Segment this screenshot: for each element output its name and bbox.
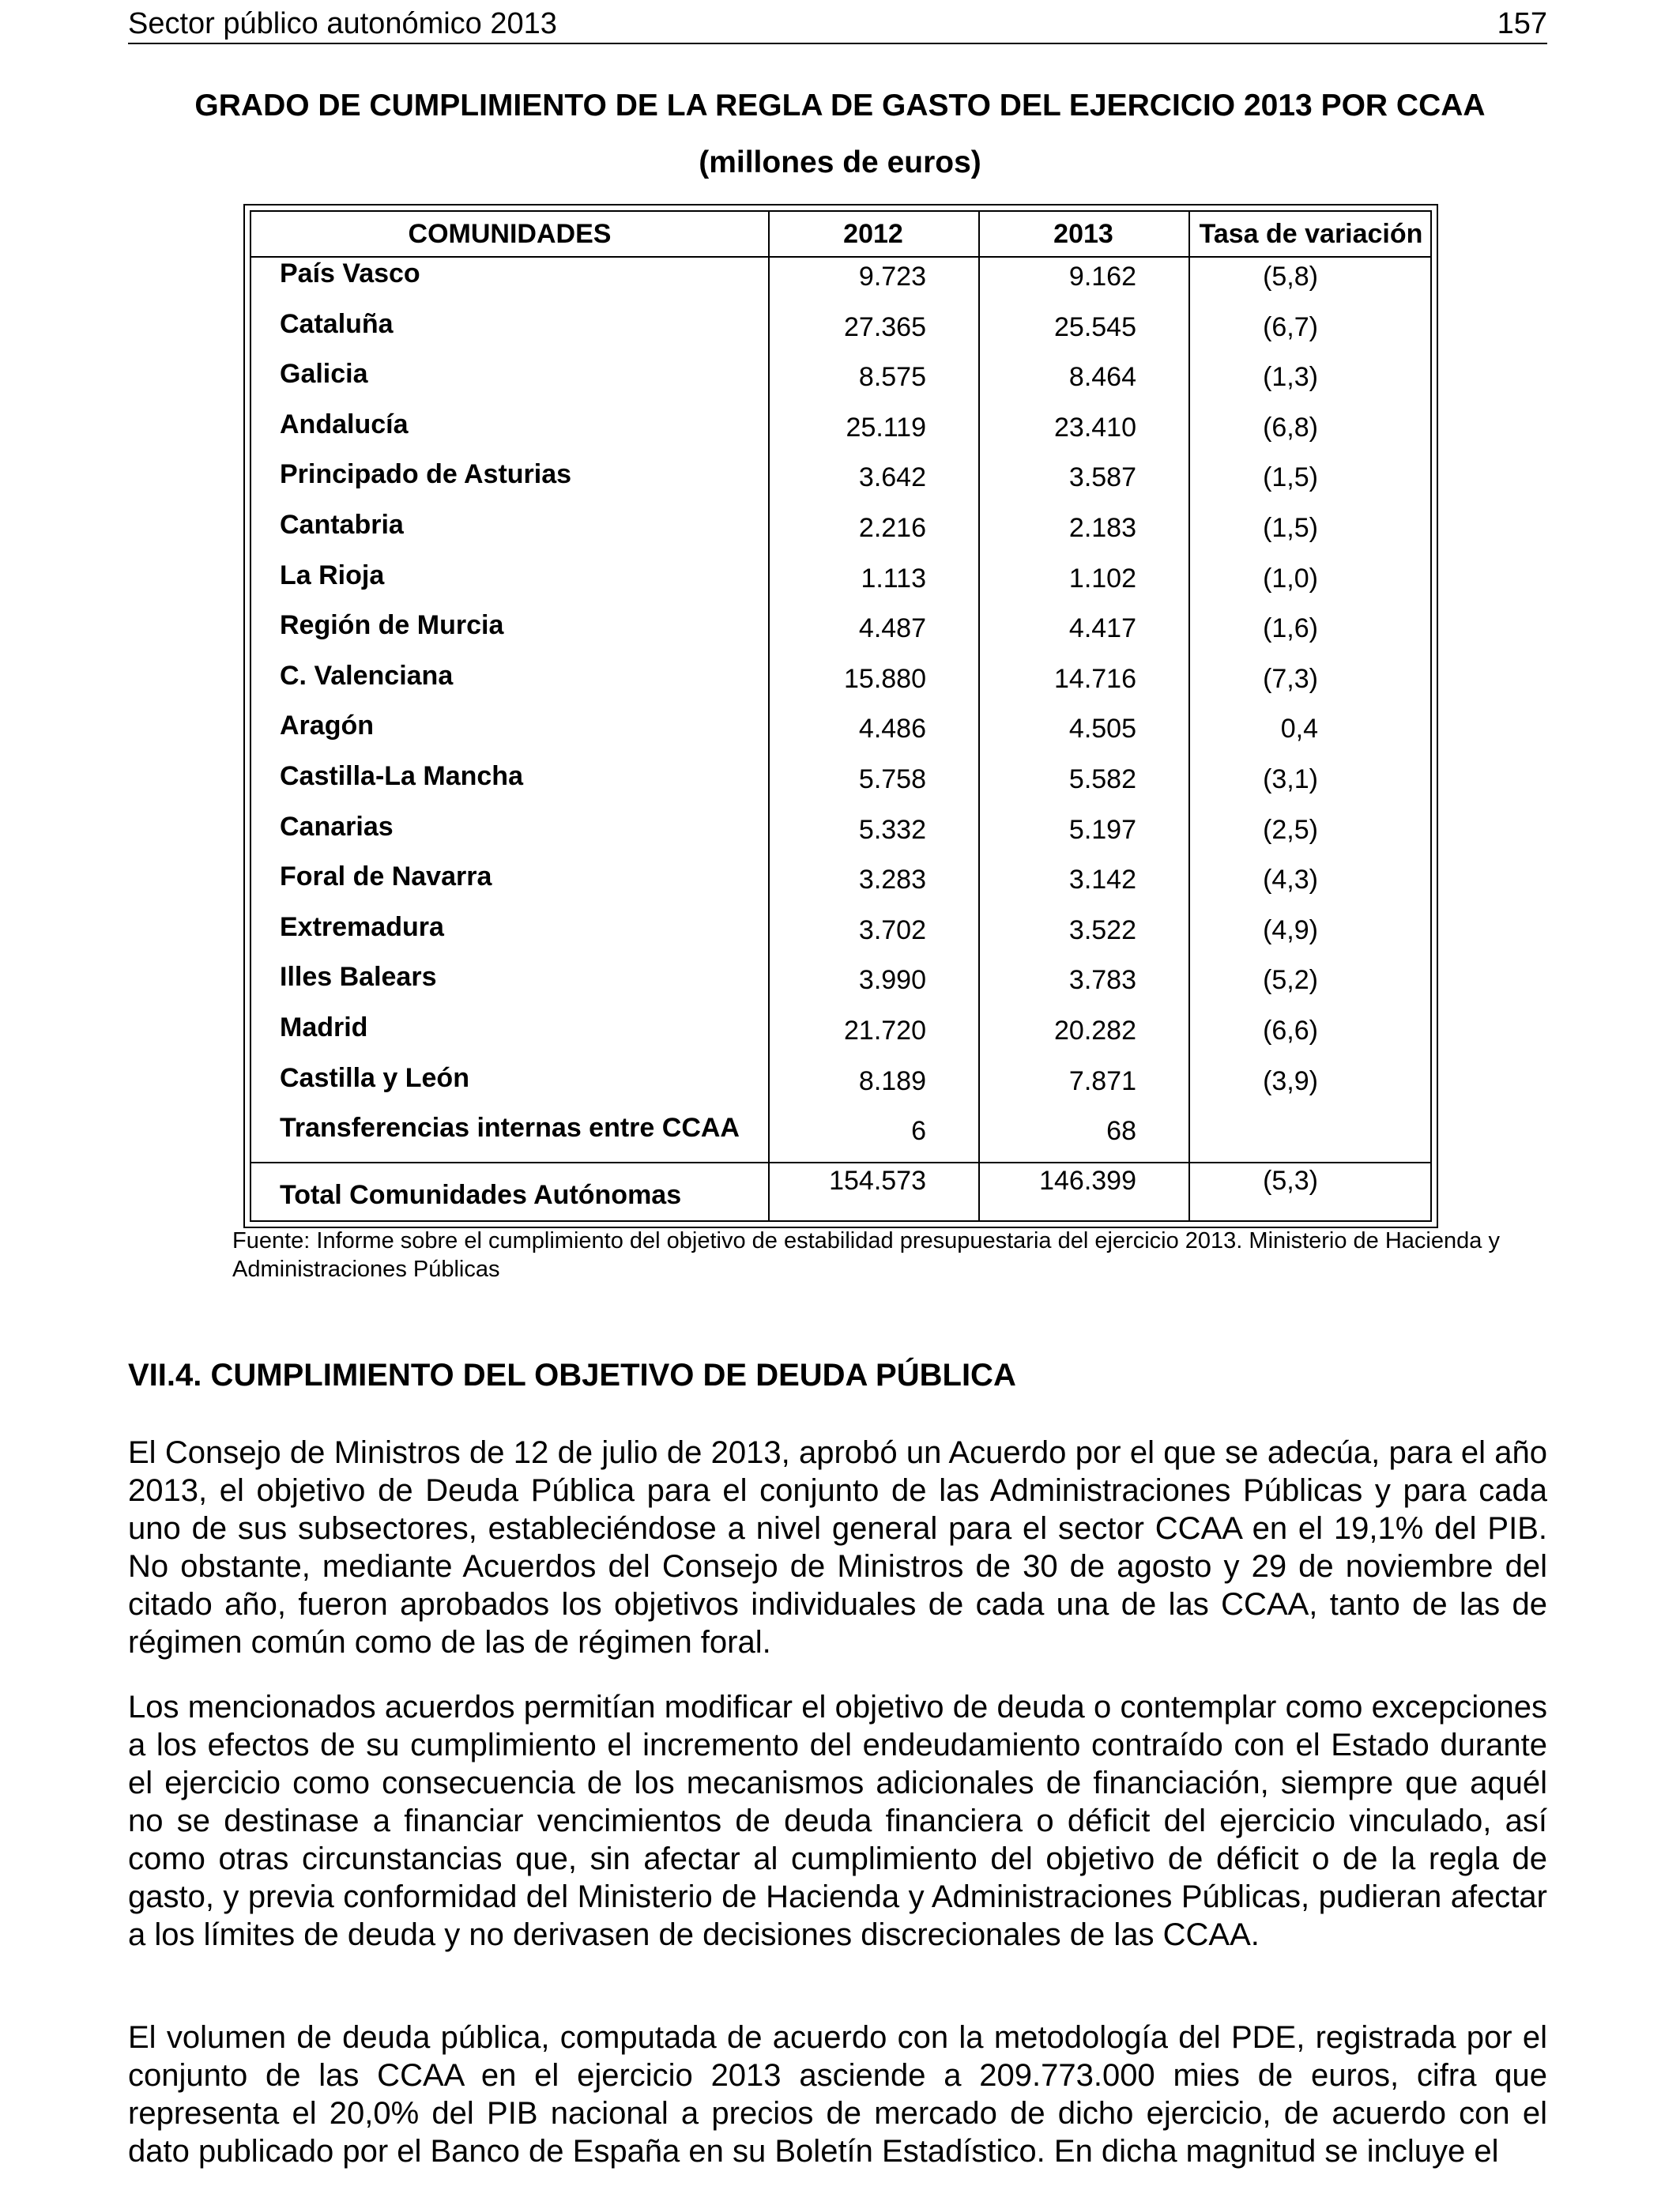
row-name: Madrid (280, 1012, 368, 1042)
row-2013: 23.410 (1054, 412, 1136, 443)
row-name: País Vasco (280, 258, 420, 288)
total-label: Total Comunidades Autónomas (280, 1180, 682, 1210)
page-header (128, 5, 1547, 44)
row-name: Castilla y León (280, 1062, 469, 1093)
row-2012: 4.487 (858, 613, 926, 644)
paragraph: Los mencionados acuerdos permitían modificar el objetivo de deuda o contemplar como excepciones a los efectos de su cumplimiento el incremento del endeudamiento contraído con el Estado durante el ejercicio como consecuencia de los mecanismos adicionales de financiación, siempre que aquél no se destinase a financiar vencimientos de deuda financiera o déficit del ejercicio vinculado, así como otras circunstancias que, sin afectar al cumplimiento del objetivo de déficit o de la regla de gasto, y previa conformidad del Ministerio de Hacienda y Administraciones Públicas, pudieran afectar a los límites de deuda y no derivasen de decisiones discrecionales de las CCAA. (128, 1690, 1547, 1952)
row-name: Castilla-La Mancha (280, 761, 523, 791)
table-grid (250, 210, 1432, 1222)
header-comunidades: COMUNIDADES (408, 219, 612, 249)
row-2012: 3.990 (858, 965, 926, 996)
row-2013: 3.142 (1068, 865, 1136, 895)
table-source: Fuente: Informe sobre el cumplimiento del objetivo de estabilidad presupuestaria del ejercicio 2013. Ministerio de Hacienda y Administraciones Públicas (232, 1228, 1500, 1282)
header-2013: 2013 (1053, 219, 1113, 249)
header-2012: 2012 (843, 219, 903, 249)
row-rate: (4,3) (1263, 865, 1318, 895)
row-rate: (4,9) (1263, 914, 1318, 945)
row-name: Región de Murcia (280, 610, 504, 641)
row-rate: (2,5) (1263, 814, 1318, 845)
row-2012: 6 (911, 1116, 926, 1147)
row-name: Extremadura (280, 911, 444, 942)
row-2012: 5.758 (858, 764, 926, 794)
row-2013: 1.102 (1068, 563, 1136, 594)
total-2012: 154.573 (829, 1166, 926, 1196)
row-2012: 3.702 (858, 914, 926, 945)
row-2012: 8.575 (858, 362, 926, 393)
row-2012: 8.189 (858, 1065, 926, 1096)
row-2013: 3.587 (1068, 462, 1136, 493)
row-2013: 2.183 (1068, 513, 1136, 543)
row-rate: (6,7) (1263, 311, 1318, 342)
total-rate: (5,3) (1263, 1166, 1318, 1196)
row-2013: 3.522 (1068, 914, 1136, 945)
row-name: Galicia (280, 359, 368, 390)
row-2013: 3.783 (1068, 965, 1136, 996)
row-2012: 25.119 (846, 412, 926, 443)
row-2012: 2.216 (858, 513, 926, 543)
row-2012: 21.720 (844, 1016, 926, 1046)
row-2013: 68 (1106, 1116, 1136, 1147)
row-2013: 5.197 (1068, 814, 1136, 845)
row-2012: 9.723 (858, 262, 926, 292)
row-2013: 4.505 (1068, 714, 1136, 745)
row-rate: (1,6) (1263, 613, 1318, 644)
row-rate: (5,8) (1263, 262, 1318, 292)
paragraph: El volumen de deuda pública, computada de acuerdo con la metodología del PDE, registrada por el conjunto de las CCAA en el ejercicio 2013 asciende a 209.773.000 mies de euros, cifra que representa el 20,0% del PIB nacional a precios de mercado de dicho ejercicio, de acuerdo con el dato publicado por el Banco de España en su Boletín Estadístico. En dicha magnitud se incluye el (128, 2020, 1547, 2169)
header-divider (251, 256, 1430, 258)
row-name: Cantabria (280, 510, 404, 540)
row-name: Canarias (280, 811, 394, 842)
row-2013: 9.162 (1068, 262, 1136, 292)
row-rate: (3,9) (1263, 1065, 1318, 1096)
total-2013: 146.399 (1039, 1166, 1136, 1196)
row-rate: (6,8) (1263, 412, 1318, 443)
row-name: Foral de Navarra (280, 861, 492, 892)
row-name: Aragón (280, 711, 374, 741)
header-tasa-variacion: Tasa de variación (1199, 219, 1423, 249)
row-2013: 8.464 (1068, 362, 1136, 393)
row-name: C. Valenciana (280, 660, 454, 691)
row-rate: (5,2) (1263, 965, 1318, 996)
row-2013: 7.871 (1068, 1065, 1136, 1096)
total-divider (251, 1162, 1430, 1163)
row-2012: 3.283 (858, 865, 926, 895)
row-2012: 4.486 (858, 714, 926, 745)
row-2013: 14.716 (1054, 663, 1136, 694)
row-name: Andalucía (280, 409, 409, 439)
row-rate: (7,3) (1263, 663, 1318, 694)
row-rate: (1,3) (1263, 362, 1318, 393)
row-2013: 25.545 (1054, 311, 1136, 342)
row-rate: (1,0) (1263, 563, 1318, 594)
row-2012: 1.113 (861, 563, 926, 594)
row-rate: (1,5) (1263, 513, 1318, 543)
row-rate: 0,4 (1280, 714, 1318, 745)
spending-rule-table (243, 204, 1438, 1228)
row-2012: 15.880 (844, 663, 926, 694)
row-name: Transferencias internas entre CCAA (280, 1113, 740, 1144)
paragraph: El Consejo de Ministros de 12 de julio de 2013, aprobó un Acuerdo por el que se adecúa, para el año 2013, el objetivo de Deuda Pública para el conjunto de las Administraciones Públicas y para cada uno de sus subsectores, estableciéndose a nivel general para el sector CCAA en el 19,1% del PIB. No obstante, mediante Acuerdos del Consejo de Ministros de 30 de agosto y 29 de noviembre del citado año, fueron aprobados los objetivos individuales de cada una de las CCAA, tanto de las de régimen común como de las de régimen foral. (128, 1435, 1547, 1660)
row-name: Principado de Asturias (280, 459, 572, 490)
row-rate: (6,6) (1263, 1016, 1318, 1046)
row-2012: 3.642 (858, 462, 926, 493)
row-2012: 27.365 (844, 311, 926, 342)
row-rate: (3,1) (1263, 764, 1318, 794)
row-name: Cataluña (280, 308, 394, 339)
running-title: Sector público autonómico 2013 (128, 7, 557, 40)
page-number: 157 (1497, 7, 1547, 40)
table-subtitle: (millones de euros) (699, 145, 981, 179)
table-title: GRADO DE CUMPLIMIENTO DE LA REGLA DE GASTO DEL EJERCICIO 2013 POR CCAA (194, 89, 1486, 123)
row-2013: 4.417 (1068, 613, 1136, 644)
row-2012: 5.332 (858, 814, 926, 845)
row-2013: 20.282 (1054, 1016, 1136, 1046)
row-2013: 5.582 (1068, 764, 1136, 794)
row-name: La Rioja (280, 560, 385, 590)
section-heading: VII.4. CUMPLIMIENTO DEL OBJETIVO DE DEUDA PÚBLICA (128, 1358, 1016, 1393)
row-rate: (1,5) (1263, 462, 1318, 493)
row-name: Illes Balears (280, 962, 437, 993)
